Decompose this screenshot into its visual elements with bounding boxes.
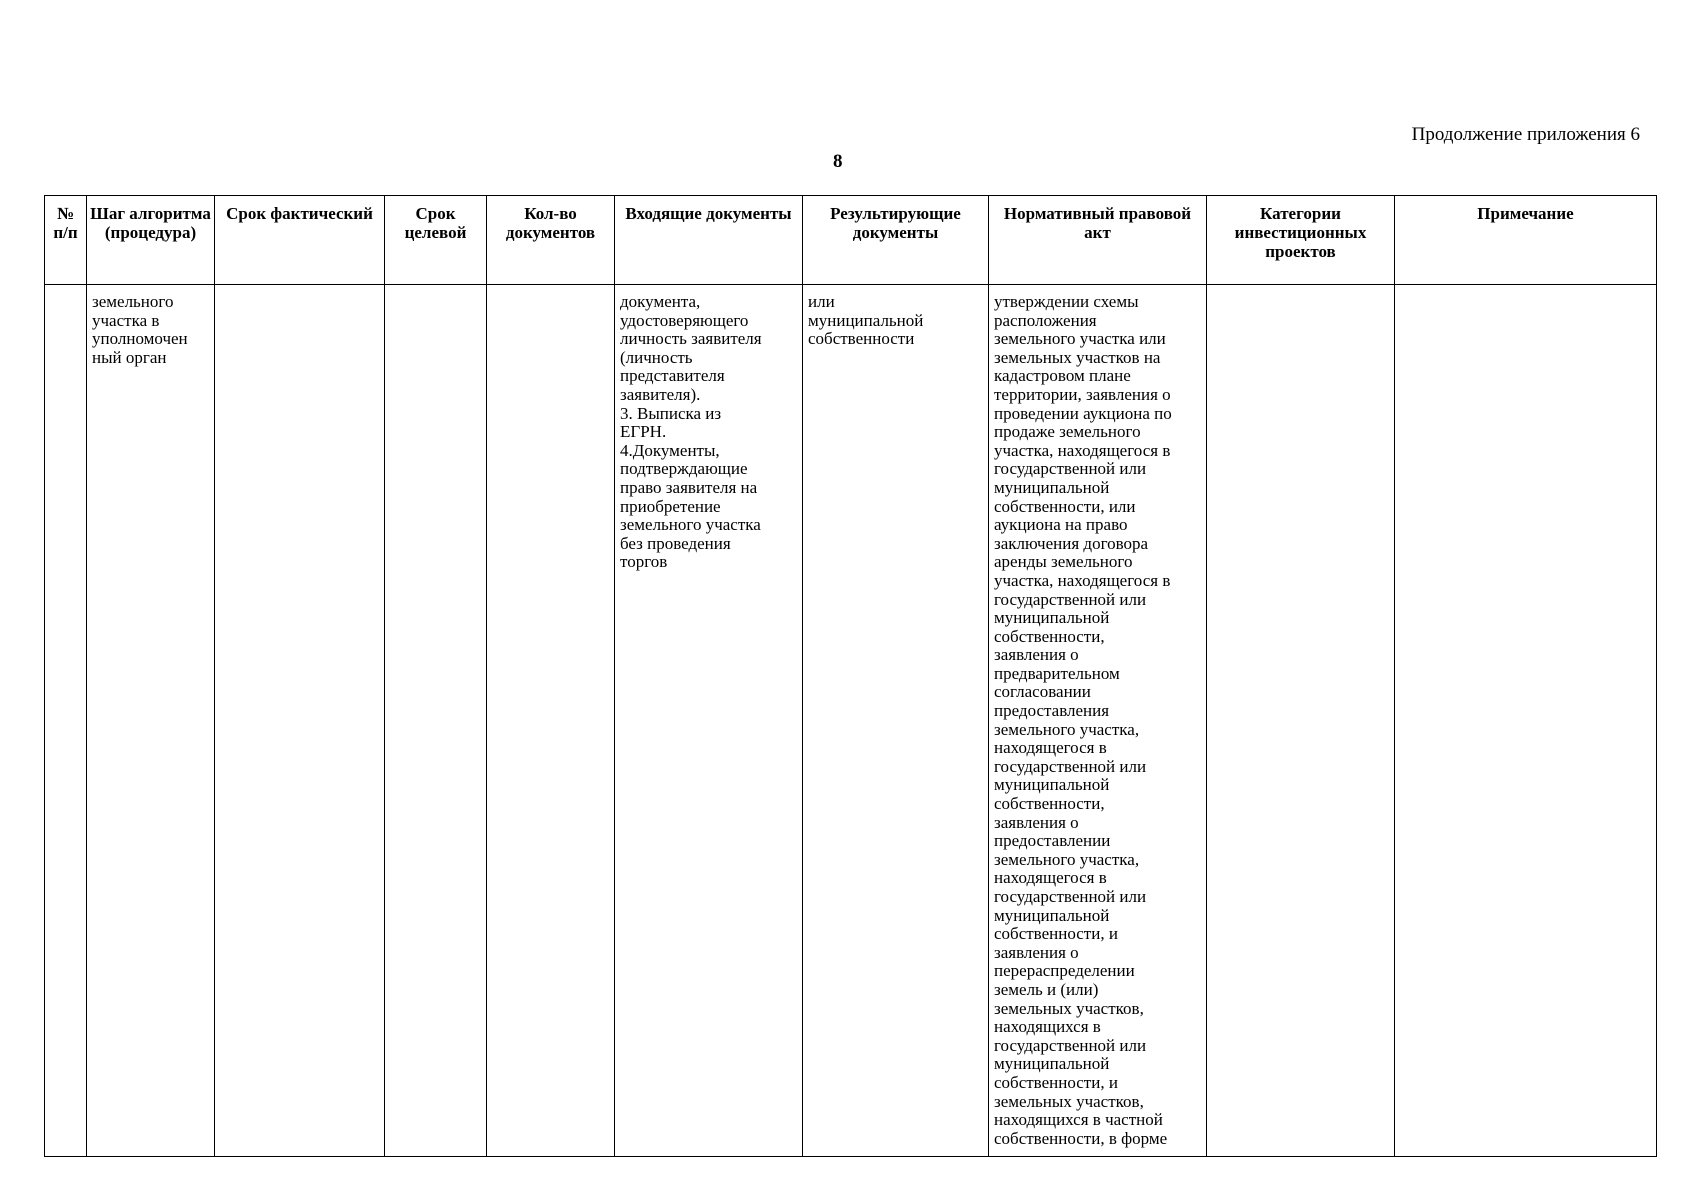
column-header-incoming-docs: Входящие документы [615, 196, 803, 285]
table-row [45, 285, 1657, 1157]
cell-legal-act-text: утверждении схемы расположения земельного участка или земельных участков на кадастровом плане территории, заявления о проведении аукциона по продаже земельного участка, находящегося в государственной или муниципальной собственности, или аукциона на право заключения договора аренды земельного участка, находящегося в государственной или муниципальной собственности, заявления о предварительном согласовании предоставления земельного участка, находящегося в государственной или муниципальной собственности, заявления о предоставлении земельного участка, находящегося в государственной или муниципальной собственности, и заявления о перераспределении земель и (или) земельных участков, находящихся в государственной или муниципальной собственности, и земельных участков, находящихся в частной собственности, в форме [994, 292, 1172, 1148]
cell-note [1395, 285, 1657, 1157]
column-header-note: Примечание [1395, 196, 1657, 285]
cell-actual-term [215, 285, 385, 1157]
cell-incoming-docs [615, 285, 803, 1157]
cell-doc-count [487, 285, 615, 1157]
cell-resulting-docs-text: или муниципальной собственности [808, 292, 924, 349]
cell-target-term [385, 285, 487, 1157]
cell-number [45, 285, 87, 1157]
column-header-resulting-docs: Результирующие документы [803, 196, 989, 285]
cell-incoming-docs-text: документа, удостоверяющего личность заявителя (личность представителя заявителя). 3. Выписка из ЕГРН. 4.Документы, подтверждающие право заявителя на приобретение земельного участка без проведения торгов [620, 292, 762, 572]
column-header-number: № п/п [45, 196, 87, 285]
cell-investment-categories [1207, 285, 1395, 1157]
appendix-continuation-label: Продолжение приложения 6 [1411, 124, 1640, 145]
column-header-actual-term: Срок фактический [215, 196, 385, 285]
cell-legal-act [989, 285, 1207, 1157]
column-header-investment-categories: Категории инвестиционных проектов [1207, 196, 1395, 285]
column-header-step: Шаг алгоритма (процедура) [87, 196, 215, 285]
table-header-row [45, 196, 1657, 285]
column-header-doc-count: Кол-во документов [487, 196, 615, 285]
page-number: 8 [833, 151, 843, 172]
cell-resulting-docs [803, 285, 989, 1157]
appendix-table [44, 195, 1657, 1157]
cell-step-text: земельного участка в уполномочен ный орган [92, 292, 188, 367]
column-header-legal-act: Нормативный правовой акт [989, 196, 1207, 285]
column-header-target-term: Срок целевой [385, 196, 487, 285]
cell-step [87, 285, 215, 1157]
